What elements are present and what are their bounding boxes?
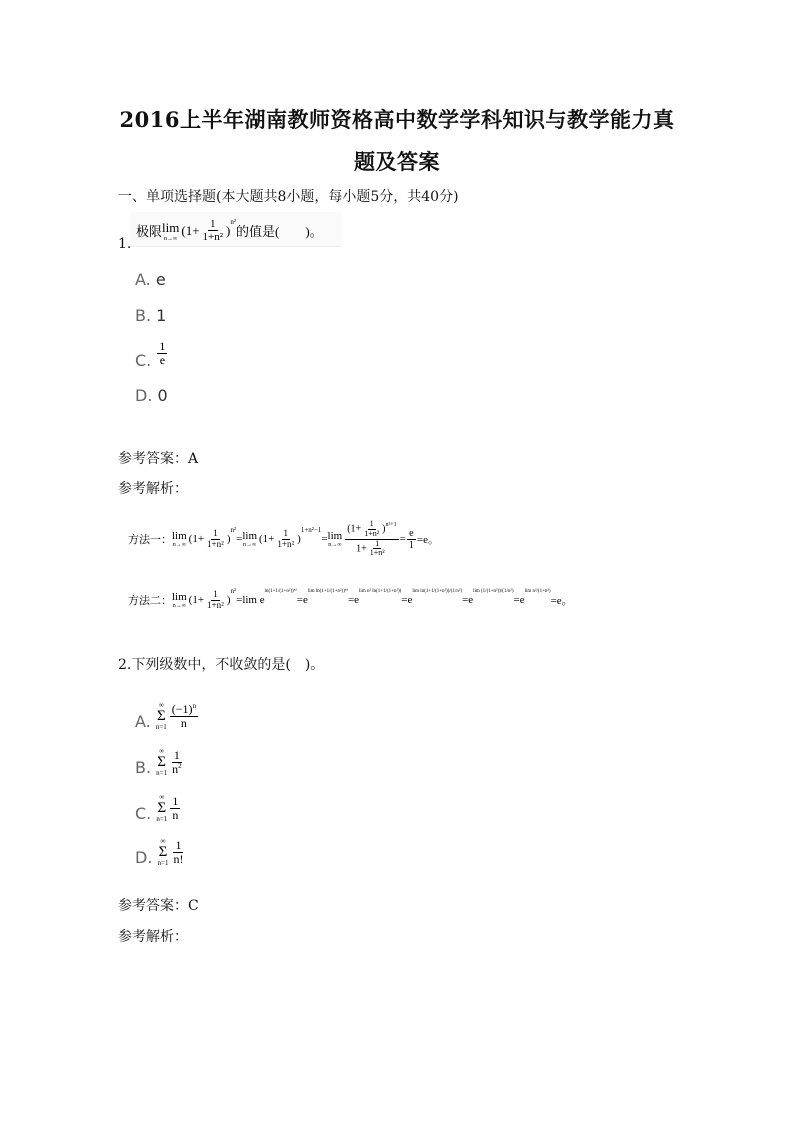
q1-option-b[interactable] (135, 306, 166, 325)
option-value: 1 (156, 306, 167, 325)
option-fraction: $\frac{1}{e}$ (159, 339, 166, 368)
document-title-line-1: 2016上半年湖南教师资格高中数学学科知识与教学能力真 (119, 107, 675, 132)
section-heading: 一、单项选择题(本大题共8小题，每小题5分，共40分) (118, 189, 459, 205)
q2-option-a[interactable]: A. ∞ Σ n=1 $\frac{(-1)^n}{n}$ (135, 701, 197, 731)
q1-option-c[interactable] (135, 339, 168, 371)
q1-analysis-label: 参考解析： (118, 481, 188, 497)
sigma-icon: ∞ Σ n=1 (155, 701, 167, 731)
sigma-icon: ∞ Σ n=1 (156, 747, 168, 777)
document-title-line-2: 题及答案 (354, 149, 440, 174)
method-1-label: 方法一： (128, 534, 172, 547)
q2-answer: 参考答案：C (118, 898, 199, 914)
q1-stem-suffix: 的值是( )。 (236, 224, 323, 240)
q2-stem: 2.下列级数中，不收敛的是( )。 (118, 657, 325, 673)
q2-option-d[interactable]: D. ∞ Σ n=1 $\frac{1}{n!}$ (135, 837, 184, 867)
option-letter: D. (135, 386, 153, 405)
option-letter: B. (135, 306, 152, 325)
option-letter: C. (135, 804, 152, 823)
q1-answer: 参考答案：A (118, 451, 199, 467)
q1-method-1: 方法一： lim n→∞ (1+ $\frac{1}{\text{1+n²}}$ ) n² = lim n→∞ (1+ $\frac{1}{\text{1+n²}}$ ) 1+n²−1 = lim n→∞ (1+ $\frac{1}{\text{1+n²}}$ )$^{n^2+1}$ 1+ $\frac{1}{\text{1+n²}}$ = $\frac{e}{1}$ =e。 (128, 519, 439, 558)
q2-option-c[interactable]: C. ∞ Σ n=1 $\frac{1}{n}$ (135, 793, 179, 823)
limit-symbol: lim n→∞ (162, 219, 180, 242)
q1-option-a[interactable] (135, 270, 166, 289)
q2-analysis-label: 参考解析： (118, 929, 188, 945)
option-letter: D. (135, 848, 153, 867)
option-letter: B. (135, 758, 152, 777)
q2-option-b[interactable]: B. ∞ Σ n=1 $\frac{1}{n^2}$ (135, 747, 182, 777)
option-letter: C. (135, 351, 152, 371)
option-letter: A. (135, 270, 151, 289)
sigma-icon: ∞ Σ n=1 (157, 837, 169, 867)
q1-stem-prefix: 极限 (136, 224, 163, 240)
option-value: e (155, 270, 166, 289)
q1-stem-formula: 极限 lim n→∞ (1+ $\frac{1}{\text{1+n²}}$ ) n² 的值是( )。 (130, 212, 342, 247)
sigma-icon: ∞ Σ n=1 (156, 793, 168, 823)
q1-method-2: 方法二： lim n→∞ (1+ $\frac{1}{\text{1+n²}}$ ) n² =lim e ln(1+1/(1+n²))ⁿ² =e lim ln(1+1/(1+n²))ⁿ² =e lim n² ln(1+1/(1+n²)) =e lim ln(1+1/(1+n²))/(1/n²) =e lim (1/(1+n²))/(1/n²) =e lim n²/(1+n²) =e。 (128, 587, 573, 610)
option-value: 0 (157, 386, 168, 405)
option-letter: A. (135, 712, 151, 731)
q1-number: 1. (118, 236, 132, 252)
q1-option-d[interactable] (135, 386, 168, 405)
fraction: $\frac{1}{\text{1+n²}}$ (202, 218, 224, 244)
method-2-label: 方法二： (128, 595, 172, 608)
